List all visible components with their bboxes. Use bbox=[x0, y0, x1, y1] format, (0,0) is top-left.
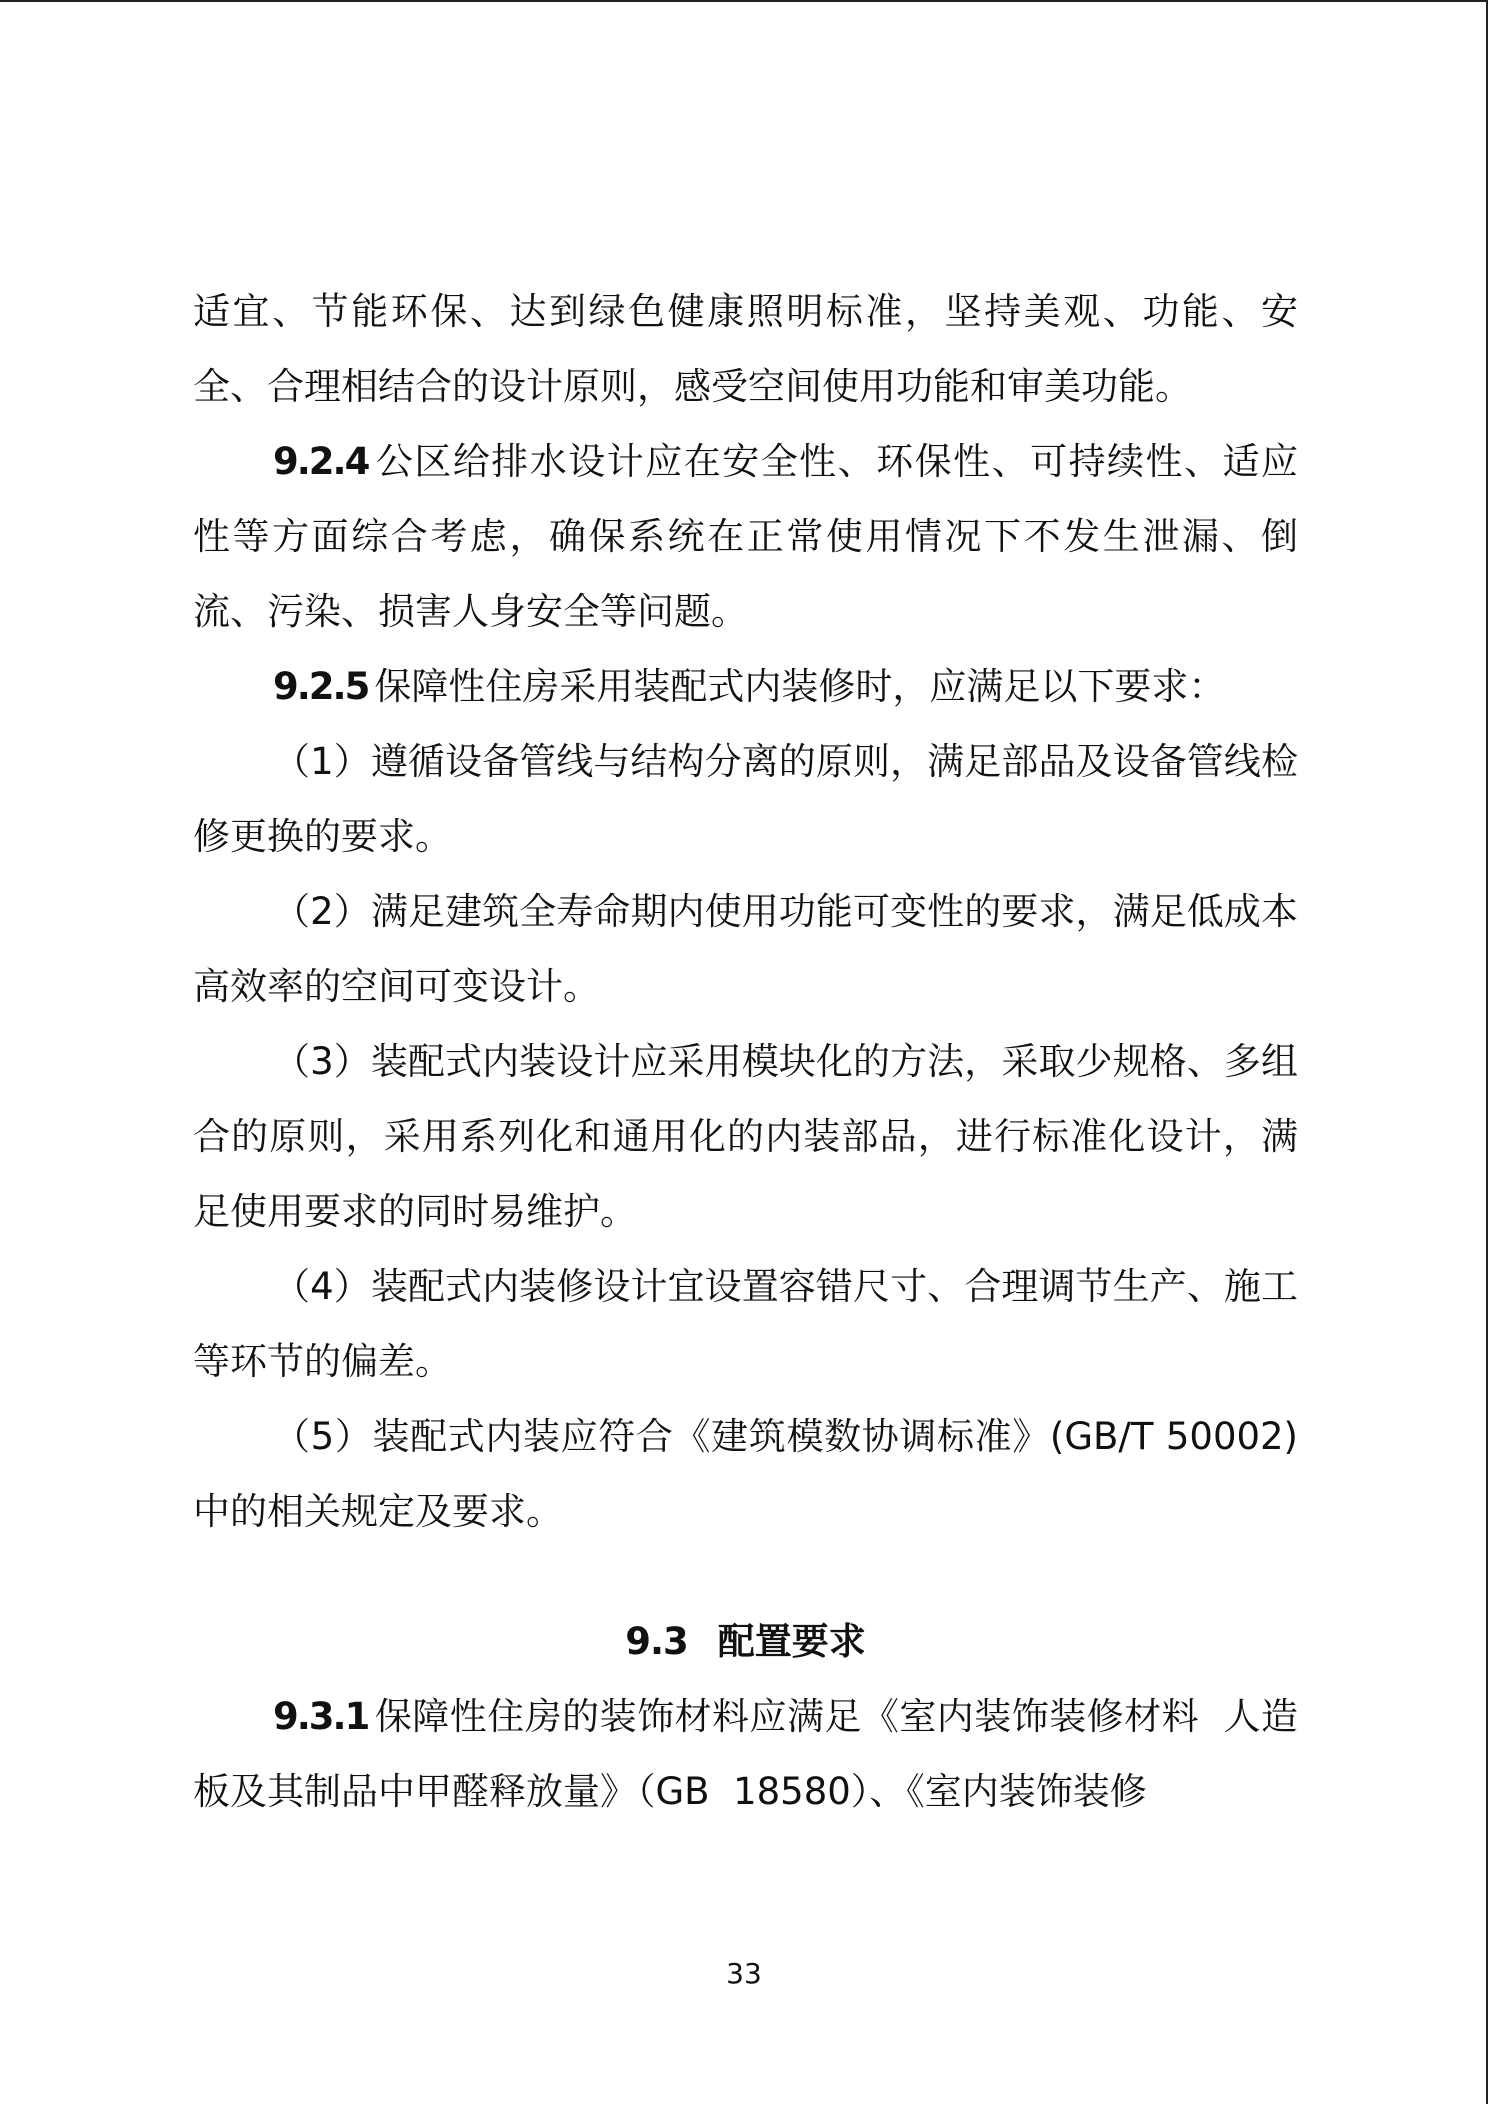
clause-number: 9.2.5 bbox=[273, 665, 369, 708]
list-item-2 bbox=[193, 874, 1298, 1024]
page-number: 33 bbox=[726, 1957, 762, 1990]
clause-number: 9.3.1 bbox=[273, 1695, 369, 1738]
clause-text: 保障性住房的装饰材料应满足《室内装饰装修材料 人造板及其制品中甲醛释放量》（GB 18580）、《室内装饰装修 bbox=[193, 1695, 1298, 1813]
clause-text: 公区给排水设计应在安全性、环保性、可持续性、适应性等方面综合考虑，确保系统在正常使用情况下不发生泄漏、倒流、污染、损害人身安全等问题。 bbox=[193, 440, 1298, 633]
clause-9-2-5 bbox=[193, 649, 1298, 724]
list-item-5 bbox=[193, 1399, 1298, 1549]
clause-text: 保障性住房采用装配式内装修时，应满足以下要求： bbox=[374, 665, 1226, 708]
page-content bbox=[193, 274, 1298, 1829]
list-item-3 bbox=[193, 1024, 1298, 1249]
section-number: 9.3 bbox=[625, 1620, 688, 1663]
clause-number: 9.2.4 bbox=[273, 440, 369, 483]
list-item-1 bbox=[193, 724, 1298, 874]
list-item-text: （2）满足建筑全寿命期内使用功能可变性的要求，满足低成本高效率的空间可变设计。 bbox=[193, 890, 1298, 1008]
list-item-text: （5）装配式内装应符合《建筑模数协调标准》(GB/T 50002)中的相关规定及要求。 bbox=[193, 1415, 1298, 1533]
paragraph-lighting-continuation bbox=[193, 274, 1298, 424]
section-title: 配置要求 bbox=[717, 1620, 866, 1663]
list-item-text: （1）遵循设备管线与结构分离的原则，满足部品及设备管线检修更换的要求。 bbox=[193, 740, 1298, 858]
clause-9-2-4 bbox=[193, 424, 1298, 649]
list-item-text: （4）装配式内装修设计宜设置容错尺寸、合理调节生产、施工等环节的偏差。 bbox=[193, 1265, 1298, 1383]
paragraph-text: 适宜、节能环保、达到绿色健康照明标准，坚持美观、功能、安全、合理相结合的设计原则，感受空间使用功能和审美功能。 bbox=[193, 290, 1298, 408]
list-item-text: （3）装配式内装设计应采用模块化的方法，采取少规格、多组合的原则，采用系列化和通用化的内装部品，进行标准化设计，满足使用要求的同时易维护。 bbox=[193, 1040, 1298, 1233]
clause-9-3-1 bbox=[193, 1679, 1298, 1829]
section-heading-9-3 bbox=[193, 1604, 1298, 1679]
list-item-4 bbox=[193, 1249, 1298, 1399]
